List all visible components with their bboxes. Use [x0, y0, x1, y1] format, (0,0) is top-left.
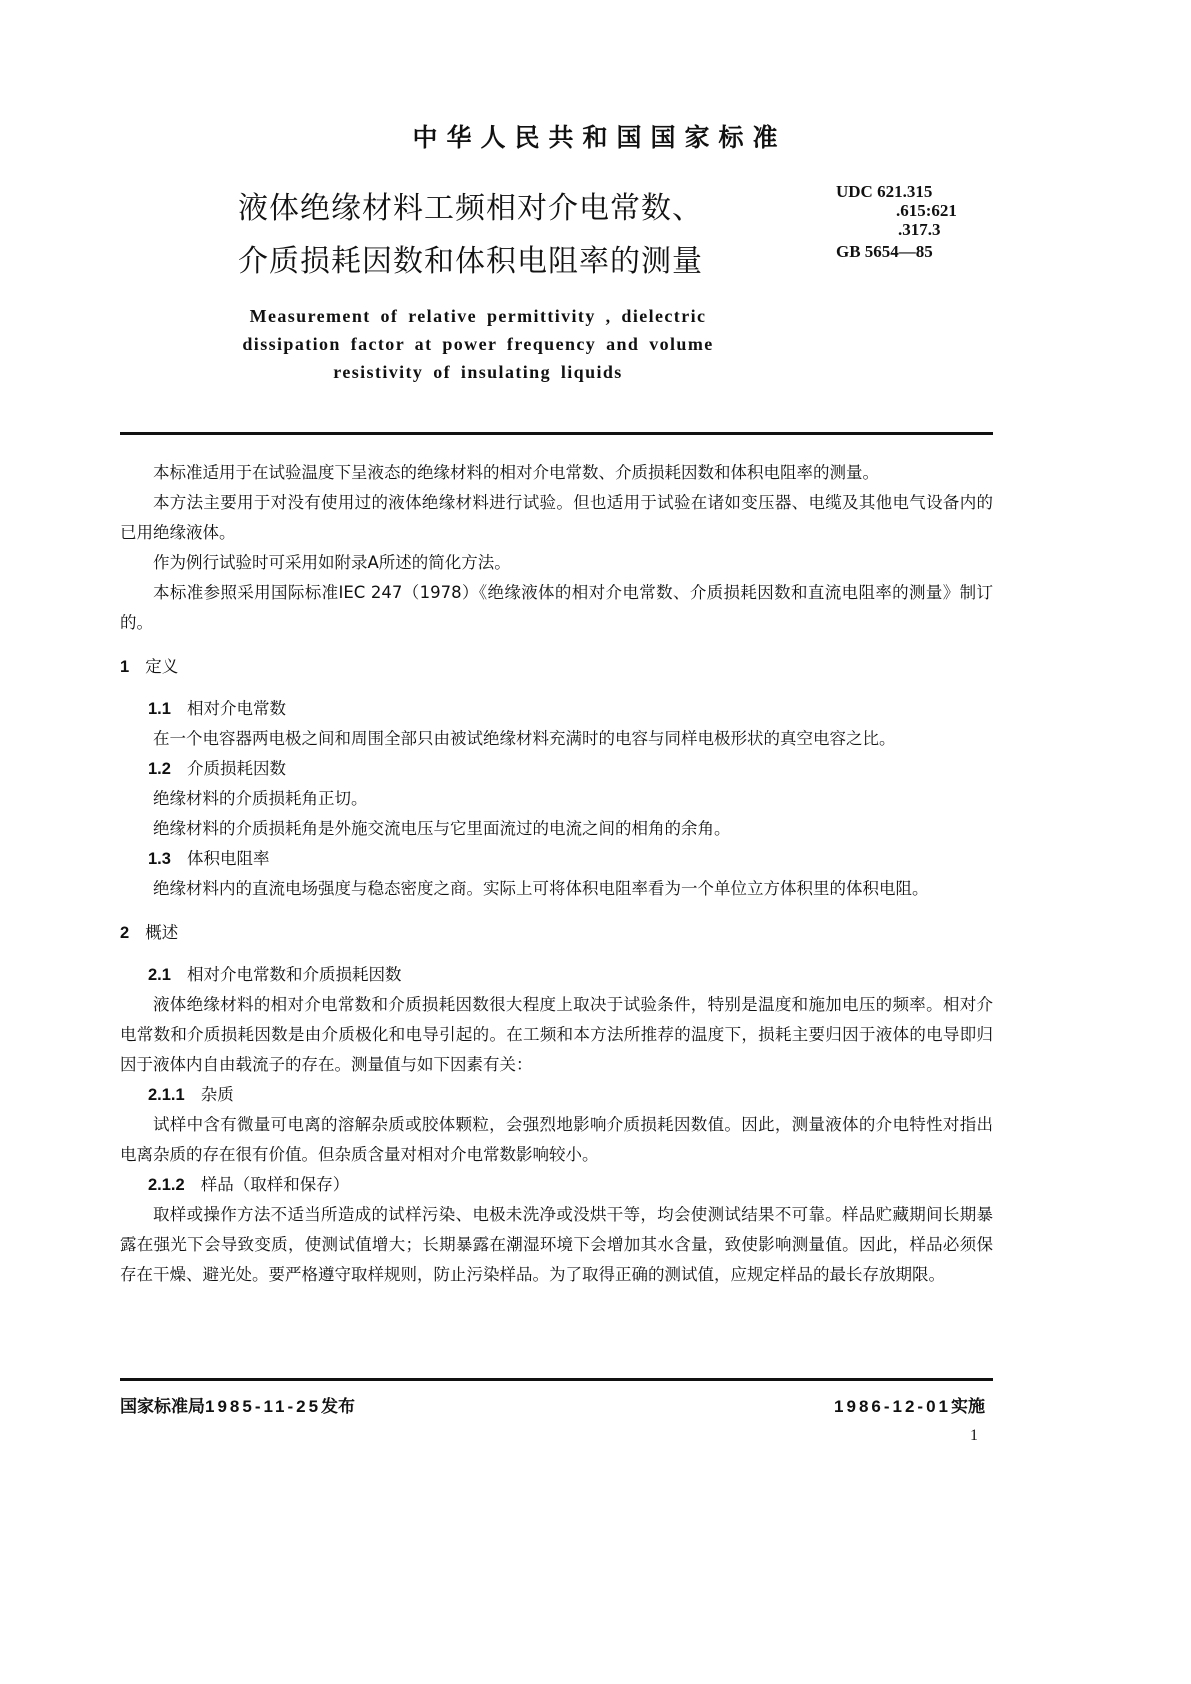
title-en-line2: dissipation factor at power frequency and volume [242, 334, 714, 354]
subsection-heading-1-2 [120, 754, 993, 784]
udc-line1: UDC 621.315 [836, 182, 933, 201]
udc-line3: .317.3 [898, 220, 941, 239]
subsection-heading-2-1-2 [120, 1170, 993, 1200]
issue-date: 1985-11-25 [205, 1397, 322, 1416]
paragraph: 绝缘材料的介质损耗角正切。 [153, 789, 368, 808]
subsection-heading-2-1 [120, 960, 993, 990]
subsection-number: 1.3 [148, 850, 171, 868]
document-title-cn [238, 182, 703, 288]
intro-paragraph: 本方法主要用于对没有使用过的液体绝缘材料进行试验。但也适用于试验在诸如变压器、电缆及其他电气设备内的已用绝缘液体。 [120, 493, 993, 542]
section-number: 2 [120, 924, 130, 942]
effective-label: 实施 [951, 1397, 985, 1417]
section-heading-1 [120, 652, 993, 682]
page-number: 1 [970, 1427, 978, 1444]
gb-number: GB 5654—85 [836, 242, 933, 261]
country-standard-heading: 中华人民共和国国家标准 [412, 123, 787, 152]
section-title: 定义 [145, 657, 179, 676]
section-title: 概述 [145, 923, 179, 942]
subsection-title: 相对介电常数和介质损耗因数 [186, 965, 402, 984]
title-cn-line2: 介质损耗因数和体积电阻率的测量 [238, 244, 703, 279]
paragraph: 绝缘材料内的直流电场强度与稳态密度之商。实际上可将体积电阻率看为一个单位立方体积里的体积电阻。 [153, 879, 929, 898]
subsection-title: 样品（取样和保存） [200, 1175, 350, 1194]
title-cn-line1: 液体绝缘材料工频相对介电常数、 [238, 191, 703, 226]
issue-info [120, 1392, 355, 1417]
intro-paragraph: 本标准参照采用国际标准IEC 247（1978）《绝缘液体的相对介电常数、介质损耗因数和直流电阻率的测量》制订的。 [120, 583, 993, 632]
header-divider [120, 432, 993, 435]
subsection-title: 相对介电常数 [186, 699, 286, 718]
effective-date: 1986-12-01 [834, 1397, 951, 1416]
subsection-number: 1.2 [148, 760, 171, 778]
issue-label: 发布 [321, 1397, 356, 1417]
section-number: 1 [120, 658, 130, 676]
subsection-title: 杂质 [200, 1085, 234, 1104]
document-body [120, 458, 993, 1290]
subsection-heading-2-1-1 [120, 1080, 993, 1110]
intro-paragraph: 作为例行试验时可采用如附录A所述的简化方法。 [153, 553, 511, 572]
paragraph: 试样中含有微量可电离的溶解杂质或胶体颗粒，会强烈地影响介质损耗因数值。因此，测量液体的介电特性对指出电离杂质的存在很有价值。但杂质含量对相对介电常数影响较小。 [120, 1115, 993, 1164]
udc-line2: .615:621 [896, 201, 957, 220]
subsection-heading-1-3 [120, 844, 993, 874]
paragraph: 绝缘材料的介质损耗角是外施交流电压与它里面流过的电流之间的相角的余角。 [153, 819, 731, 838]
subsection-number: 1.1 [148, 700, 171, 718]
subsection-number: 2.1 [148, 966, 171, 984]
effective-info [834, 1392, 985, 1417]
intro-paragraph: 本标准适用于在试验温度下呈液态的绝缘材料的相对介电常数、介质损耗因数和体积电阻率的测量。 [153, 463, 879, 482]
issuer: 国家标准局 [120, 1397, 205, 1417]
subsection-title: 介质损耗因数 [186, 759, 286, 778]
document-title-en [238, 302, 718, 386]
subsection-title: 体积电阻率 [186, 849, 270, 868]
paragraph: 取样或操作方法不适当所造成的试样污染、电极未洗净或没烘干等，均会使测试结果不可靠。样品贮藏期间长期暴露在强光下会导致变质，使测试值增大；长期暴露在潮湿环境下会增加其水含量，致使影响测量值。因此，样品必须保存在干燥、避光处。要严格遵守取样规则，防止污染样品。为了取得正确的测试值，应规定样品的最长存放期限。 [120, 1205, 993, 1284]
classification-block [836, 182, 957, 261]
footer-divider [120, 1378, 993, 1381]
section-heading-2 [120, 918, 993, 948]
paragraph: 液体绝缘材料的相对介电常数和介质损耗因数很大程度上取决于试验条件，特别是温度和施加电压的频率。相对介电常数和介质损耗因数是由介质极化和电导引起的。在工频和本方法所推荐的温度下，损耗主要归因于液体的电导即归因于液体内自由载流子的存在。测量值与如下因素有关： [120, 995, 993, 1074]
subsection-number: 2.1.1 [148, 1086, 185, 1104]
subsection-heading-1-1 [120, 694, 993, 724]
title-en-line3: resistivity of insulating liquids [333, 362, 623, 382]
title-en-line1: Measurement of relative permittivity , dielectric [249, 306, 707, 326]
paragraph: 在一个电容器两电极之间和周围全部只由被试绝缘材料充满时的电容与同样电极形状的真空电容之比。 [153, 729, 896, 748]
subsection-number: 2.1.2 [148, 1176, 185, 1194]
